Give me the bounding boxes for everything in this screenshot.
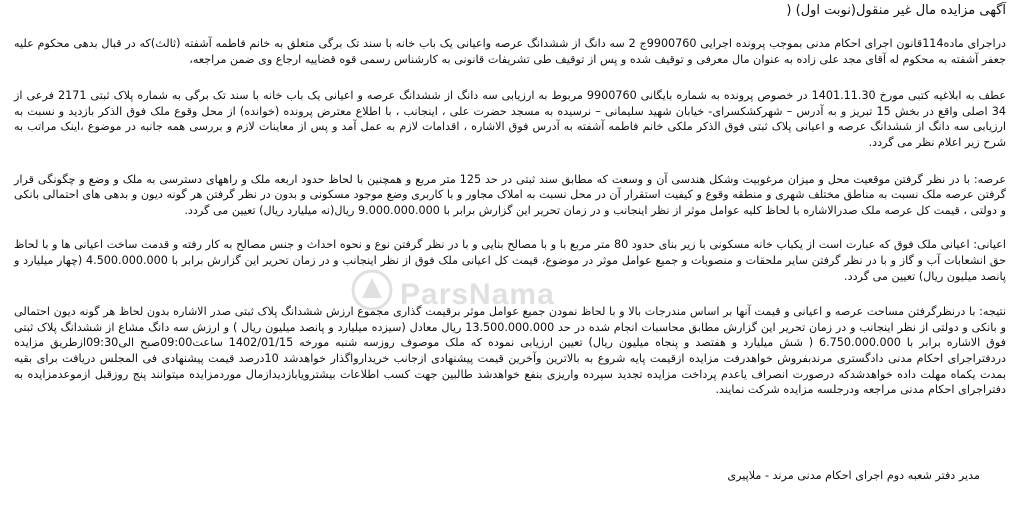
paragraph-building-valuation: اعیانی: اعیانی ملک فوق که عبارت است از یکباب خانه مسکونی با زیر بنای حدود 80 متر مربع با و با مصالح بنایی و با در نظر گرفتن نوع و نحوه احداث و جنس مصالح به کار رفته و قدمت ساخت اعیانی ها و با لحاظ حق انشعابات آب و گاز و با در نظر گرفتن سایر ملحقات و منصوبات و جمیع عوامل موثر در موضوع، قیمت کل اعیانی ملک فوق از نظر اینجانب و در زمان تحریر این گزارش برابر با 4.500.000.000 (چهار میلیارد و پانصد میلیون ریال) تعیین می گردد.	[14, 238, 1007, 283]
watermark-text: ParsNama	[400, 278, 555, 311]
paragraph-conclusion: نتیجه: با درنظرگرفتن مساحت عرصه و اعیانی و قیمت آنها بر اساس مندرجات بالا و با لحاظ نمودن جمیع عوامل موثر برقیمت گذاری مجموع ارزش ششدانگ پلاک ثبتی صدر الاشاره بدون لحاظ هر گونه دیون احتمالی و بانکی و دولتی از نظر اینجانب و در زمان تحریر این گزارش مطابق محاسبات انجام شده در حد 13.500.000.000 ریال معادل (سیزده میلیارد و پانصد میلیون ریال ) و ارزش سه دانگ مشاع از ششدانگ پلاک ثبتی فوق الاشاره برابر با 6.750.000.000 ( شش میلیارد و هفتصد و پنجاه میلیون ریال) تعیین ارزیابی نموده که ملک موصوف روزسه شنبه مورخه 1402/01/15 ساعت09:00صبح الی09:30ازطریق مزایده دردفتراجرای احکام مدنی دادگستری مرندبفروش خواهدرفت مزایده ازقیمت پایه شروع به بالاترین وآخرین قیمت پیشنهادی ازجانب خریدارواگذار خواهدشد 10درصد قیمت پیشنهادی فی المجلس دریافت برای بقیه بمدت یکماه مهلت داده خواهدشدکه درصورت انصراف یاعدم پرداخت مزایده تجدید سپرده واریزی بنفع خواهدشد طالبین جهت کسب اطلاعات بیشترویابازدیدازمال موردمزایده میتوانند پنج روزقبل ازموعدمزایده به دفتراجرای احکام مدنی مراجعه ودرجلسه مزایده شرکت نمایند.	[14, 305, 1006, 397]
paragraph-intro: دراجرای ماده114قانون اجرای احکام مدنی بموجب پرونده اجرایی 9900760ج 2 سه دانگ از ششدانگ عرصه واعیانی یک باب خانه با سند تک برگی متعلق به خانم فاطمه آشفته (ثالث)که در قبال بدهی محکوم علیه جعفر آشفته به محکوم له آقای مجد علی زاده به عنوان مال معرفی و توقیف شده و پس از توقیف طی تشریفات قانونی به کارشناس رسمی قوه قضاییه ارجاع وی ضمن مراجعه،	[14, 37, 1007, 66]
paragraph-land-valuation: عرصه: با در نظر گرفتن موقعیت محل و میزان مرغوبیت وشکل هندسی آن و وسعت که مطابق سند ثبتی در حد 125 متر مربع و همچنین با لحاظ حدود اربعه ملک و راههای دسترسی به ملک و وضع و چگونگی قرار گرفتن عرصه ملک نسبت به مناطق مختلف شهری و منطقه وقوع و کیفیت استقرار آن در محل نسبت به املاک مجاور و با کاربری وضع موجود مسکونی و بدون در نظر گرفتن هر گونه دیون و بدهی های احتمالی بانکی و دولتی ، قیمت کل عرصه ملک صدرالاشاره با لحاظ کلیه عوامل موثر از نظر اینجانب و در زمان تحریر این گزارش برابر با 9.000.000.000 ریال(نه میلیارد ریال) تعیین می گردد.	[14, 172, 1006, 217]
notice-title: آگهی مزایده مال غیر منقول(نوبت اول) (	[786, 3, 1006, 18]
paragraph-expert-report: عطف به ابلاغیه کتبی مورخ 1401.11.30 در خصوص پرونده به شماره بایگانی 9900760 مربوط به ارزیابی سه دانگ از ششدانگ عرصه و اعیانی یک باب خانه با سند تک برگی به شماره پلاک ثبتی 2171 فرعی از 34 اصلی واقع در بخش 15 تبریز و به آدرس – شهرکشکسرای- خیابان شهید سلیمانی – نرسیده به مسجد حضرت علی ، اینجانب ، با اطلاع معترض پرونده (خوانده) از محل وقوع ملک فوق الذکر بازدید و نسبت به ارزیابی سه دانگ از ششدانگ عرصه و اعیانی پلاک ثبتی فوق الذکر ملکی خانم فاطمه آشفته به آدرس فوق الاشاره ، اقدامات لازم به عمل آمد و پس از معاینات لازم و بررسی همه جانبه در موضوع ،اینک مراتب به شرح زیر اعلام نظر می گردد.	[14, 89, 1007, 149]
signature-line: مدیر دفتر شعبه دوم اجرای احکام مدنی مرند - ملاپیری	[727, 469, 980, 482]
